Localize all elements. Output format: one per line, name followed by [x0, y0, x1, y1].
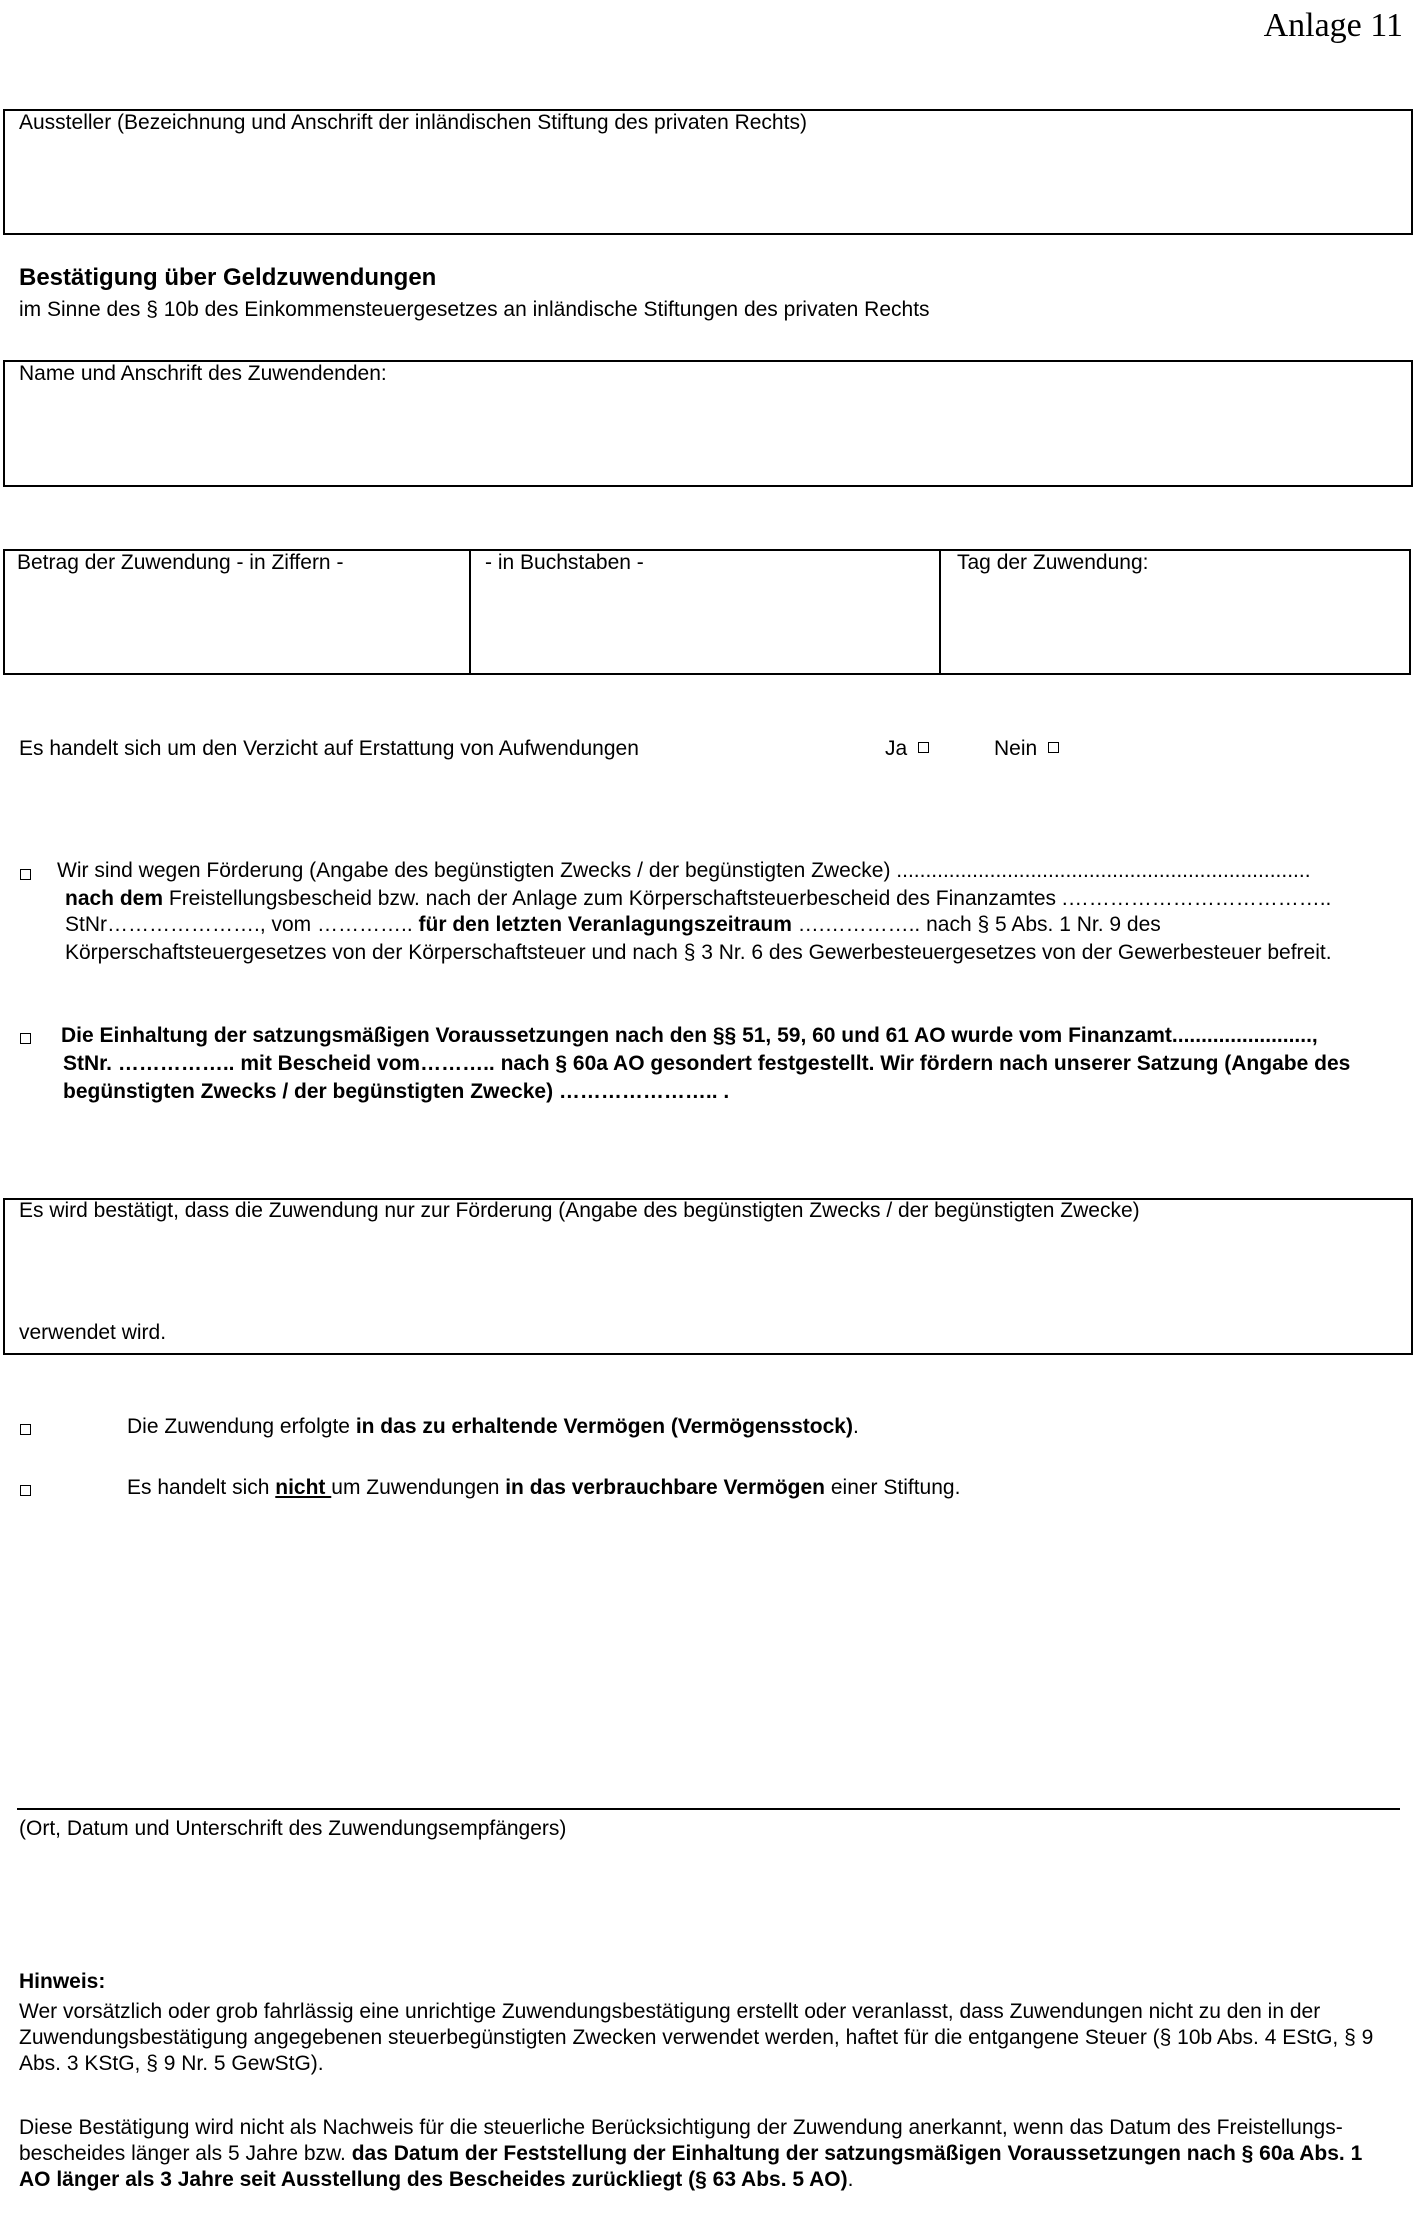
hinweis-p2-line2 [19, 2140, 1362, 2168]
vermoegen2-part3: einer Stiftung. [825, 1476, 961, 1499]
vermoegen2-checkbox[interactable] [20, 1485, 31, 1496]
option1-line3-bold: für den letzten Veranlagungszeitraum [418, 913, 792, 936]
bestaetigung-line1: Es wird bestätigt, dass die Zuwendung nur zur Förderung (Angabe des begünstigten Zwecks / der begünstigten Zwecke) [19, 1199, 1140, 1222]
ja-checkbox[interactable] [918, 742, 929, 753]
hinweis-heading: Hinweis: [19, 1970, 106, 1993]
option1-checkbox[interactable] [20, 869, 31, 880]
signature-line[interactable] [17, 1808, 1400, 1810]
option2-checkbox[interactable] [20, 1033, 31, 1044]
vermoegen2-underlined: nicht [275, 1476, 332, 1499]
zuwendender-label: Name und Anschrift des Zuwendenden: [19, 362, 387, 385]
anlage-label: Anlage 11 [1263, 7, 1403, 44]
verzicht-nein [994, 735, 1059, 763]
hinweis-p2-line3-end: . [847, 2168, 854, 2191]
hinweis-p1-line2: Zuwendungsbestätigung angegebenen steuerbegünstigten Zwecken verwendet werden, haftet für die entgangene Steuer (§ 10b Abs. 4 EStG, § 9 [19, 2026, 1374, 2049]
option1-line3-part2: ….………….. nach § 5 Abs. 1 Nr. 9 des [791, 913, 1161, 936]
vermoegen2-part2: um Zuwendungen [331, 1476, 506, 1499]
hinweis-p2-line1: Diese Bestätigung wird nicht als Nachweis für die steuerliche Berücksichtigung der Zuwendung anerkannt, wenn das Datum des Freistellungs- [19, 2116, 1343, 2139]
option2-line3: begünstigten Zwecks / der begünstigten Zwecke) ………………….. . [63, 1080, 730, 1103]
vermoegen2-part1: Es handelt sich [127, 1476, 276, 1499]
verzicht-question: Es handelt sich um den Verzicht auf Erstattung von Aufwendungen [19, 737, 639, 760]
betrag-buchstaben-label: - in Buchstaben - [485, 551, 644, 574]
nein-label: Nein [994, 737, 1038, 760]
option2-line1: Die Einhaltung der satzungsmäßigen Voraussetzungen nach den §§ 51, 59, 60 und 61 AO wurde vom Finanzamt........................, [61, 1024, 1318, 1047]
hinweis-p2-line3 [19, 2166, 853, 2194]
vermoegen1-bold: in das zu erhaltende Vermögen (Vermögensstock) [355, 1415, 853, 1438]
vermoegen2-text [127, 1474, 960, 1502]
ja-label: Ja [885, 737, 908, 760]
option1-line2 [65, 885, 1331, 913]
page-subtitle: im Sinne des § 10b des Einkommensteuergesetzes an inländische Stiftungen des privaten Rechts [19, 298, 930, 321]
aussteller-label: Aussteller (Bezeichnung und Anschrift der inländischen Stiftung des privaten Rechts) [19, 111, 807, 134]
hinweis-p1-line3: Abs. 3 KStG, § 9 Nr. 5 GewStG). [19, 2052, 324, 2075]
hinweis-p2-line2-bold: das Datum der Feststellung der Einhaltung der satzungsmäßigen Voraussetzungen nach § 60a Abs. 1 [351, 2142, 1363, 2165]
option1-line3 [65, 911, 1161, 939]
hinweis-p1-line1: Wer vorsätzlich oder grob fahrlässig eine unrichtige Zuwendungsbestätigung erstellt oder veranlasst, dass Zuwendungen nicht zu den in der [19, 2000, 1321, 2023]
option1-line1: Wir sind wegen Förderung (Angabe des begünstigten Zwecks / der begünstigten Zwecke) ....................................................................... [57, 859, 1311, 882]
page-title: Bestätigung über Geldzuwendungen [19, 264, 437, 291]
vermoegen1-part1: Die Zuwendung erfolgte [127, 1415, 356, 1438]
tag-label: Tag der Zuwendung: [957, 551, 1149, 574]
signature-label: (Ort, Datum und Unterschrift des Zuwendungsempfängers) [19, 1817, 567, 1840]
option1-line2-bold: nach dem [65, 887, 164, 910]
option1-line4: Körperschaftsteuergesetzes von der Körperschaftsteuer und nach § 3 Nr. 6 des Gewerbesteuergesetzes von der Gewerbesteuer befreit. [65, 941, 1332, 964]
hinweis-p2-line3-bold: AO länger als 3 Jahre seit Ausstellung des Bescheides zurückliegt (§ 63 Abs. 5 AO) [19, 2168, 848, 2191]
vermoegen1-checkbox[interactable] [20, 1424, 31, 1435]
bestaetigung-line2: verwendet wird. [19, 1321, 167, 1344]
vermoegen1-part2: . [852, 1415, 859, 1438]
option2-line2: StNr. …………….. mit Bescheid vom……….. nach § 60a AO gesondert festgestellt. Wir fördern nach unserer Satzung (Angabe des [63, 1052, 1351, 1075]
option1-line3-part1: StNr…………………., vom ………….. [65, 913, 419, 936]
nein-checkbox[interactable] [1048, 742, 1059, 753]
betrag-ziffern-label: Betrag der Zuwendung - in Ziffern - [17, 551, 344, 574]
option1-line2-rest: Freistellungsbescheid bzw. nach der Anlage zum Körperschaftsteuerbescheid des Finanzamtes .……………………………….. [163, 887, 1332, 910]
hinweis-p2-line2-part1: bescheides länger als 5 Jahre bzw. [19, 2142, 352, 2165]
vermoegen2-bold: in das verbrauchbare Vermögen [505, 1476, 826, 1499]
verzicht-ja [885, 735, 929, 763]
vermoegen1-text [127, 1413, 859, 1441]
